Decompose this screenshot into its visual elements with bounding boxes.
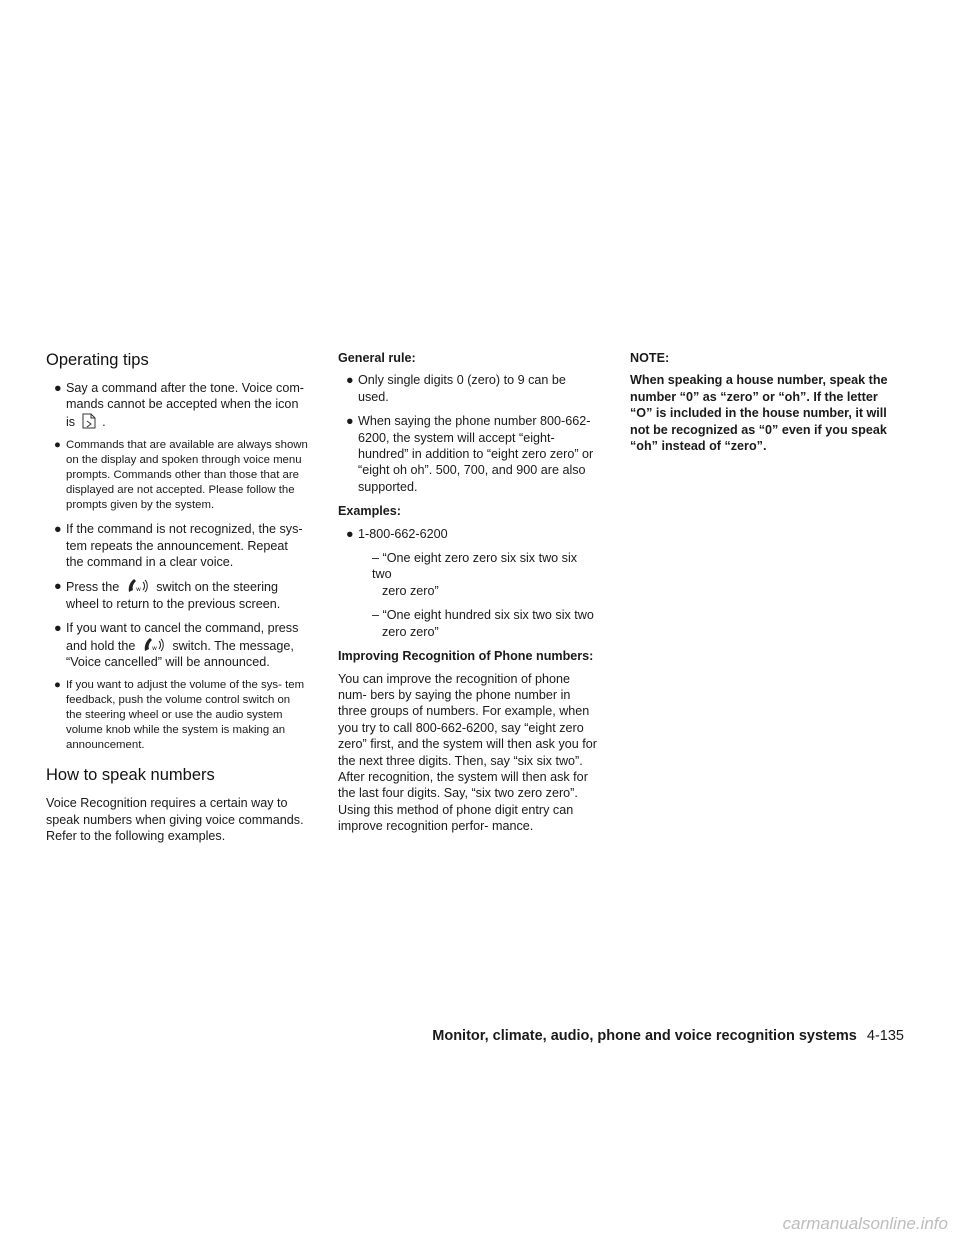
phone-talk-icon [142,637,166,653]
rule-single-digits: ● Only single digits 0 (zero) to 9 can be used. [346,373,566,404]
note-heading: NOTE: [630,351,670,365]
rule-hundreds: ● When saying the phone number 800-662- 6200, the system will accept “eight- hundred” in addition to “eight zero zero” or “eight oh oh”. 500, 700, and 900 are also supported. [346,414,594,494]
example-number: ● 1-800-662-6200 [346,526,448,541]
general-rule-heading: General rule: [338,351,416,365]
bullet-dot: ● [54,439,61,452]
examples-heading: Examples: [338,504,401,519]
watermark: carmanualsonline.info [782,1214,948,1233]
column-middle [338,350,600,843]
svg-text:w: w [151,644,157,652]
example-say-hundred: – “One eight hundred six six two six two zero zero” [372,608,594,639]
tip-cancel-command: ● If you want to cancel the command, press and hold the w switch. The message, “Voice cancelled” will be announced. [54,621,299,670]
bullet-dot: ● [346,526,354,541]
improving-paragraph: You can improve the recognition of phone num- bers by saying the phone number in three groups of numbers. For example, when you try to call 800-662-6200, say “eight zero zero” first, and the system will then ask you for the next three digits. Then, say “six six two”. After recognition, the system will then ask for the last four digits. Say, “six two zero zero”. Using this method of phone digit entry can improve recognition perfor- mance. [338,671,597,834]
bullet-dot: ● [54,579,62,594]
voice-unavailable-icon [82,413,96,429]
phone-talk-icon [126,578,150,594]
tip-not-recognized: ● If the command is not recognized, the sys- tem repeats the announcement. Repeat the command in a clear voice. [54,522,303,570]
footer-title: Monitor, climate, audio, phone and voice recognition systems [432,1028,857,1044]
example-say-digits: – “One eight zero zero six six two six two zero zero” [372,551,578,598]
note-body: When speaking a house number, speak the number “0” as “zero” or “oh”. If the letter “O” is included in the house number, it will not be recognized as “0” even if you speak “oh” instead of “zero”. [630,373,888,454]
tip-adjust-volume: ● If you want to adjust the volume of the sys- tem feedback, push the volume control switch on the steering wheel or use the audio system volume knob while the system is making an announcement. [54,679,305,752]
column-left [46,350,308,853]
bullet-dot: ● [54,381,62,395]
page-number: 4-135 [866,1028,904,1044]
bullet-dot: ● [54,522,62,537]
bullet-dot: ● [346,414,354,429]
heading-operating-tips: Operating tips [46,351,149,369]
tip-available-commands: ● Commands that are available are always shown on the display and spoken through voice menu prompts. Commands other than those that are displayed are not accepted. Please follow the prompts given by the system. [54,439,308,512]
bullet-dot: ● [346,373,354,388]
svg-text:w: w [135,586,141,594]
heading-how-to-speak-numbers: How to speak numbers [46,766,215,785]
tip-return-previous: ● Press the w switch on the steering wheel to return to the previous screen. [54,579,281,611]
intro-paragraph: Voice Recognition requires a certain way to speak numbers when giving voice commands. Refer to the following examples. [46,796,304,844]
tip-say-command: ● Say a command after the tone. Voice com- mands cannot be accepted when the icon is . [54,381,305,429]
improving-recognition-heading: Improving Recognition of Phone numbers: [338,649,594,664]
bullet-dot: ● [54,679,61,692]
column-right [630,350,892,462]
bullet-dot: ● [54,621,62,636]
page-footer [432,1028,904,1044]
